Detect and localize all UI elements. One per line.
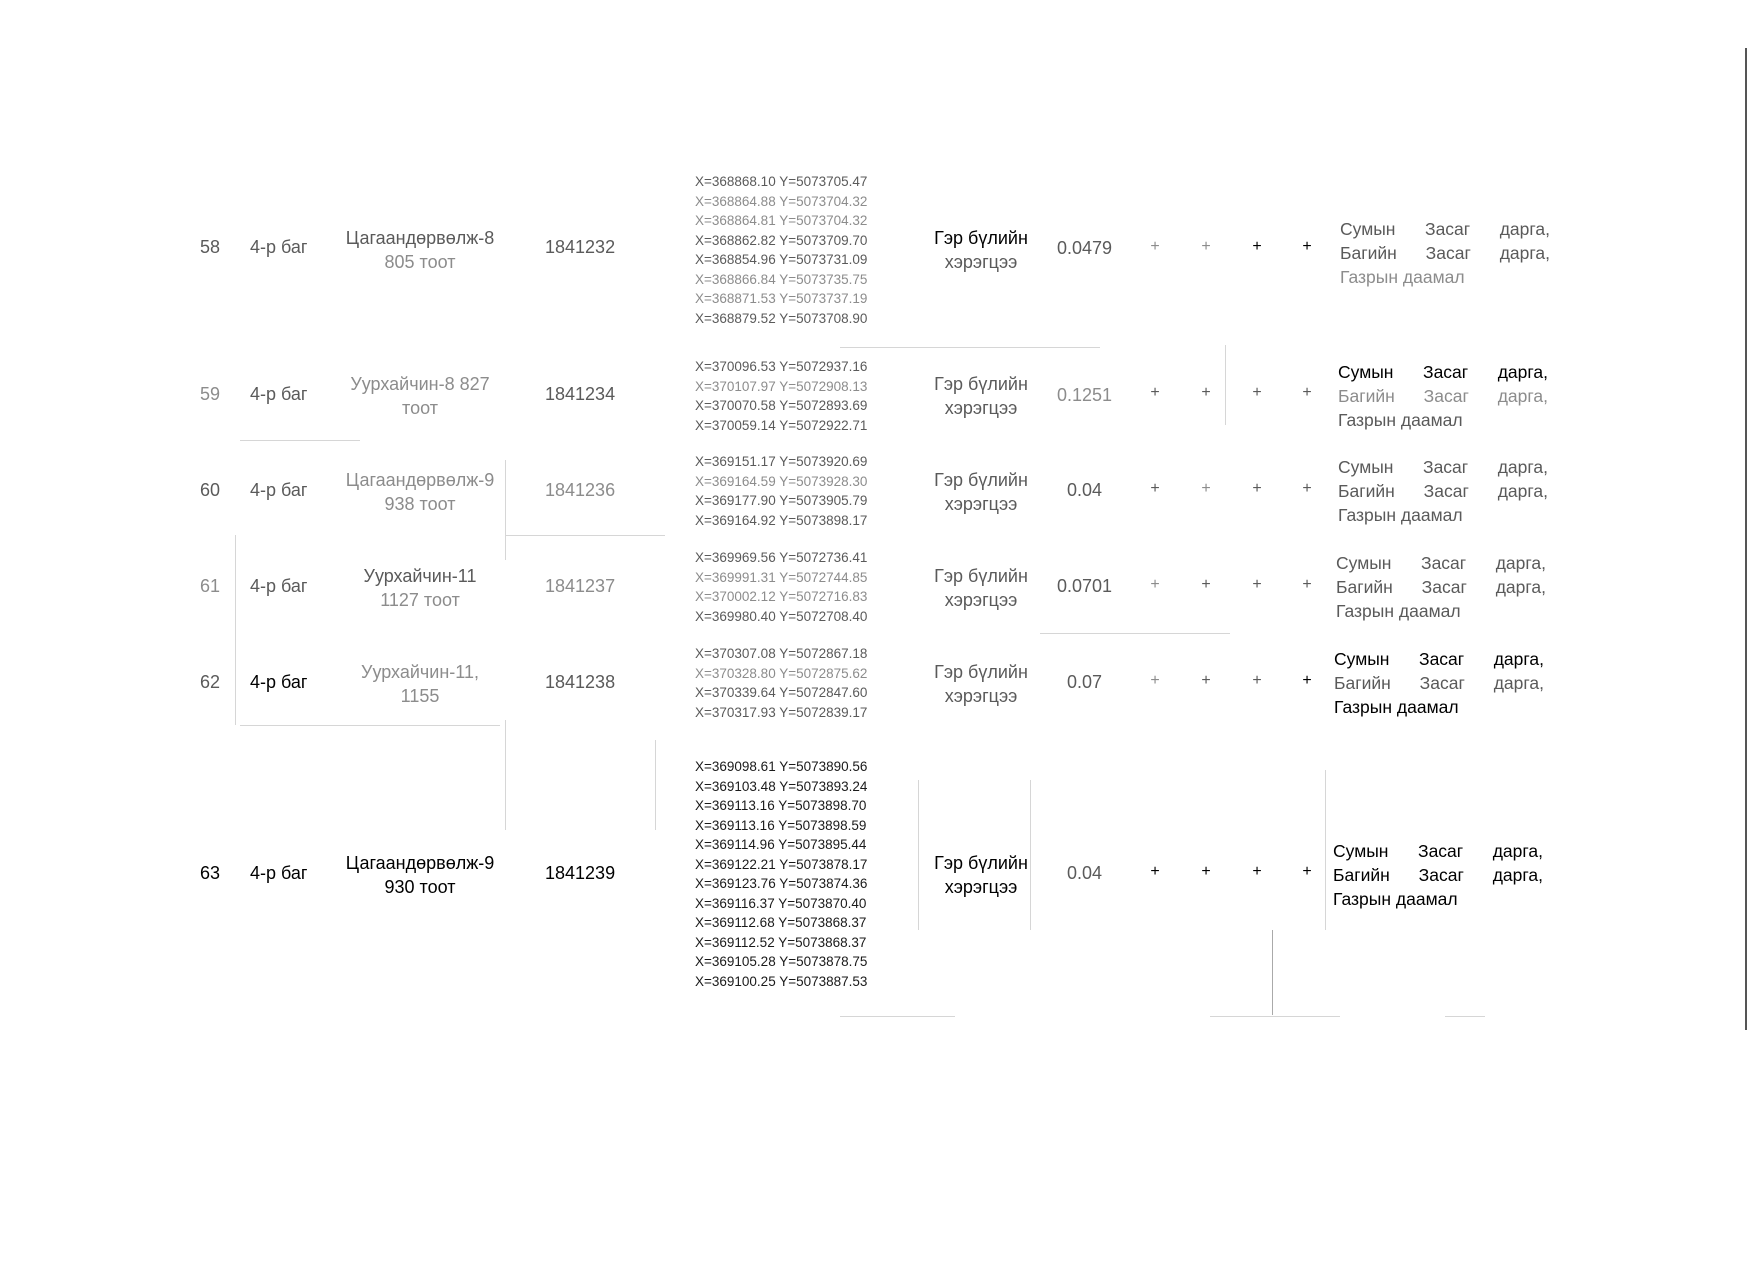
official-line: Сумын Засаг дарга, xyxy=(1338,457,1548,477)
coordinate: X=370317.93 Y=5072839.17 xyxy=(695,704,868,720)
land-purpose xyxy=(918,660,1044,708)
row-number: 61 xyxy=(200,576,221,596)
official-line: Багийн Засаг дарга, xyxy=(1336,577,1546,597)
address-line: Уурхайчин-8 827 xyxy=(350,374,490,394)
address-line: 930 тоот xyxy=(384,877,456,897)
official-line: Газрын даамал xyxy=(1334,697,1459,717)
coordinate: X=370070.58 Y=5072893.69 xyxy=(695,398,868,413)
coordinates-list xyxy=(695,548,867,626)
coordinate: X=369105.28 Y=5073878.75 xyxy=(695,954,868,969)
land-purpose xyxy=(918,851,1044,899)
column-divider xyxy=(1325,770,1326,930)
coordinate: X=369151.17 Y=5073920.69 xyxy=(695,454,868,469)
coordinate: X=369164.92 Y=5073898.17 xyxy=(695,512,868,528)
check-mark: + xyxy=(1201,238,1211,255)
coordinate: X=370328.80 Y=5072875.62 xyxy=(695,665,868,681)
land-purpose xyxy=(918,564,1044,612)
official-line: Сумын Засаг дарга, xyxy=(1334,649,1544,669)
responsible-officials xyxy=(1333,839,1543,911)
page-edge xyxy=(1745,48,1747,1030)
check-mark: + xyxy=(1150,238,1160,255)
check-mark: + xyxy=(1302,576,1312,593)
responsible-officials xyxy=(1338,360,1548,432)
coordinate: X=370059.14 Y=5072922.71 xyxy=(695,417,868,433)
coordinate: X=368866.84 Y=5073735.75 xyxy=(695,271,868,287)
official-line: Багийн Засаг дарга, xyxy=(1340,243,1550,263)
check-mark: + xyxy=(1150,576,1160,593)
land-purpose xyxy=(918,372,1044,420)
address-line: 1127 тоот xyxy=(380,590,460,610)
row-divider xyxy=(1210,1016,1340,1017)
row-divider xyxy=(240,440,360,441)
check-mark: + xyxy=(1201,384,1211,401)
parcel-code: 1841236 xyxy=(545,480,616,500)
bag-name: 4-р баг xyxy=(250,672,308,692)
area-value: 0.07 xyxy=(1066,672,1103,692)
official-line: Газрын даамал xyxy=(1338,410,1463,430)
coordinate: X=368864.88 Y=5073704.32 xyxy=(695,193,868,209)
address-line: Уурхайчин-11, xyxy=(361,662,479,682)
bag-name: 4-р баг xyxy=(250,480,308,500)
row-divider xyxy=(840,347,1100,348)
purpose-line: хэрэгцээ xyxy=(944,398,1018,418)
parcel-code: 1841239 xyxy=(545,863,616,883)
coordinate: X=369112.68 Y=5073868.37 xyxy=(695,915,867,930)
coordinate: X=369103.48 Y=5073893.24 xyxy=(695,778,868,794)
bag-name: 4-р баг xyxy=(250,863,308,883)
bag-name: 4-р баг xyxy=(250,384,308,404)
check-mark: + xyxy=(1302,863,1312,880)
official-line: Багийн Засаг дарга, xyxy=(1338,481,1548,501)
coordinate: X=368864.81 Y=5073704.32 xyxy=(695,213,868,228)
row-number: 58 xyxy=(200,237,221,257)
official-line: Сумын Засаг дарга, xyxy=(1333,841,1543,861)
coordinates-list xyxy=(695,757,867,991)
coordinate: X=369164.59 Y=5073928.30 xyxy=(695,473,868,489)
coordinate: X=370307.08 Y=5072867.18 xyxy=(695,646,868,661)
coordinate: X=369098.61 Y=5073890.56 xyxy=(695,759,868,774)
address xyxy=(325,226,515,274)
address-line: Цагаандөрвөлж-9 xyxy=(345,470,495,490)
purpose-line: Гэр бүлийн xyxy=(934,662,1028,682)
row-divider xyxy=(240,725,500,726)
parcel-code: 1841234 xyxy=(545,384,616,404)
purpose-line: Гэр бүлийн xyxy=(934,470,1028,490)
coordinate: X=369991.31 Y=5072744.85 xyxy=(695,569,868,585)
coordinate: X=368862.82 Y=5073709.70 xyxy=(695,232,868,248)
official-line: Сумын Засаг дарга, xyxy=(1340,219,1550,239)
address-line: 1155 xyxy=(400,686,440,706)
check-mark: + xyxy=(1252,238,1262,255)
area-value: 0.04 xyxy=(1066,480,1103,500)
bag-name: 4-р баг xyxy=(250,576,308,596)
address xyxy=(325,851,515,899)
check-mark: + xyxy=(1201,863,1211,880)
coordinate: X=368854.96 Y=5073731.09 xyxy=(695,252,868,267)
purpose-line: хэрэгцээ xyxy=(944,686,1018,706)
responsible-officials xyxy=(1338,455,1548,527)
purpose-line: Гэр бүлийн xyxy=(934,228,1028,248)
coordinate: X=369112.52 Y=5073868.37 xyxy=(695,934,867,950)
check-mark: + xyxy=(1252,863,1262,880)
address xyxy=(325,468,515,516)
responsible-officials xyxy=(1334,647,1544,719)
official-line: Багийн Засаг дарга, xyxy=(1334,673,1544,693)
purpose-line: хэрэгцээ xyxy=(944,494,1018,514)
check-mark: + xyxy=(1302,238,1312,255)
official-line: Багийн Засаг дарга, xyxy=(1338,386,1548,406)
parcel-code: 1841238 xyxy=(545,672,616,692)
check-mark: + xyxy=(1302,480,1312,497)
coordinate: X=368871.53 Y=5073737.19 xyxy=(695,291,868,306)
check-mark: + xyxy=(1150,863,1160,880)
row-divider xyxy=(840,1016,955,1017)
address-line: Уурхайчин-11 xyxy=(363,566,477,586)
area-value: 0.04 xyxy=(1066,863,1103,883)
address-line: Цагаандөрвөлж-8 xyxy=(345,228,495,248)
bag-name: 4-р баг xyxy=(250,237,308,257)
coordinate: X=369123.76 Y=5073874.36 xyxy=(695,876,868,891)
purpose-line: хэрэгцээ xyxy=(944,590,1018,610)
check-mark: + xyxy=(1252,576,1262,593)
coordinate: X=370339.64 Y=5072847.60 xyxy=(695,685,868,700)
coordinate: X=369114.96 Y=5073895.44 xyxy=(695,837,867,852)
coordinate: X=368868.10 Y=5073705.47 xyxy=(695,174,868,189)
area-value: 0.0479 xyxy=(1056,238,1113,258)
responsible-officials xyxy=(1340,217,1550,289)
address-line: тоот xyxy=(402,398,438,418)
address-line: Цагаандөрвөлж-9 xyxy=(345,853,495,873)
address xyxy=(325,564,515,612)
coordinate: X=369113.16 Y=5073898.70 xyxy=(695,798,867,813)
parcel-code: 1841237 xyxy=(545,576,616,596)
check-mark: + xyxy=(1150,384,1160,401)
official-line: Газрын даамал xyxy=(1333,889,1458,909)
land-purpose xyxy=(918,226,1044,274)
check-mark: + xyxy=(1201,576,1211,593)
check-mark: + xyxy=(1252,480,1262,497)
coordinate: X=370096.53 Y=5072937.16 xyxy=(695,359,868,374)
official-line: Газрын даамал xyxy=(1338,505,1463,525)
coordinate: X=369113.16 Y=5073898.59 xyxy=(695,817,867,833)
official-line: Газрын даамал xyxy=(1336,601,1461,621)
purpose-line: хэрэгцээ xyxy=(944,252,1018,272)
address-line: 805 тоот xyxy=(384,252,456,272)
coordinate: X=368879.52 Y=5073708.90 xyxy=(695,310,868,326)
row-number: 60 xyxy=(200,480,221,500)
coordinates-list xyxy=(695,452,867,530)
row-divider xyxy=(1445,1016,1485,1017)
column-divider xyxy=(1272,930,1273,1015)
coordinate: X=369177.90 Y=5073905.79 xyxy=(695,493,868,508)
check-mark: + xyxy=(1252,384,1262,401)
check-mark: + xyxy=(1201,672,1211,689)
official-line: Сумын Засаг дарга, xyxy=(1338,362,1548,382)
coordinates-list xyxy=(695,357,867,435)
coordinate: X=369980.40 Y=5072708.40 xyxy=(695,608,868,624)
coordinate: X=370002.12 Y=5072716.83 xyxy=(695,589,868,604)
check-mark: + xyxy=(1252,672,1262,689)
coordinates-list xyxy=(695,172,867,328)
column-divider xyxy=(235,535,236,725)
purpose-line: Гэр бүлийн xyxy=(934,374,1028,394)
row-number: 62 xyxy=(200,672,221,692)
column-divider xyxy=(1225,345,1226,425)
row-number: 59 xyxy=(200,384,221,404)
official-line: Багийн Засаг дарга, xyxy=(1333,865,1543,885)
coordinates-list xyxy=(695,644,867,722)
row-divider xyxy=(1040,633,1230,634)
coordinate: X=370107.97 Y=5072908.13 xyxy=(695,378,868,394)
address-line: 938 тоот xyxy=(384,494,456,514)
responsible-officials xyxy=(1336,551,1546,623)
address xyxy=(325,372,515,420)
coordinate: X=369100.25 Y=5073887.53 xyxy=(695,973,868,989)
coordinate: X=369969.56 Y=5072736.41 xyxy=(695,550,868,565)
area-value: 0.1251 xyxy=(1056,385,1113,405)
address xyxy=(325,660,515,708)
row-divider xyxy=(505,535,665,536)
check-mark: + xyxy=(1302,384,1312,401)
purpose-line: Гэр бүлийн xyxy=(934,566,1028,586)
land-purpose xyxy=(918,468,1044,516)
column-divider xyxy=(655,740,656,830)
official-line: Сумын Засаг дарга, xyxy=(1336,553,1546,573)
parcel-code: 1841232 xyxy=(545,237,616,257)
check-mark: + xyxy=(1150,672,1160,689)
purpose-line: хэрэгцээ xyxy=(944,877,1018,897)
check-mark: + xyxy=(1201,480,1211,497)
coordinate: X=369116.37 Y=5073870.40 xyxy=(695,895,867,911)
coordinate: X=369122.21 Y=5073878.17 xyxy=(695,856,868,872)
check-mark: + xyxy=(1302,672,1312,689)
row-number: 63 xyxy=(200,863,221,883)
area-value: 0.0701 xyxy=(1056,576,1113,596)
check-mark: + xyxy=(1150,480,1160,497)
official-line: Газрын даамал xyxy=(1340,267,1465,287)
column-divider xyxy=(505,720,506,830)
purpose-line: Гэр бүлийн xyxy=(934,853,1028,873)
